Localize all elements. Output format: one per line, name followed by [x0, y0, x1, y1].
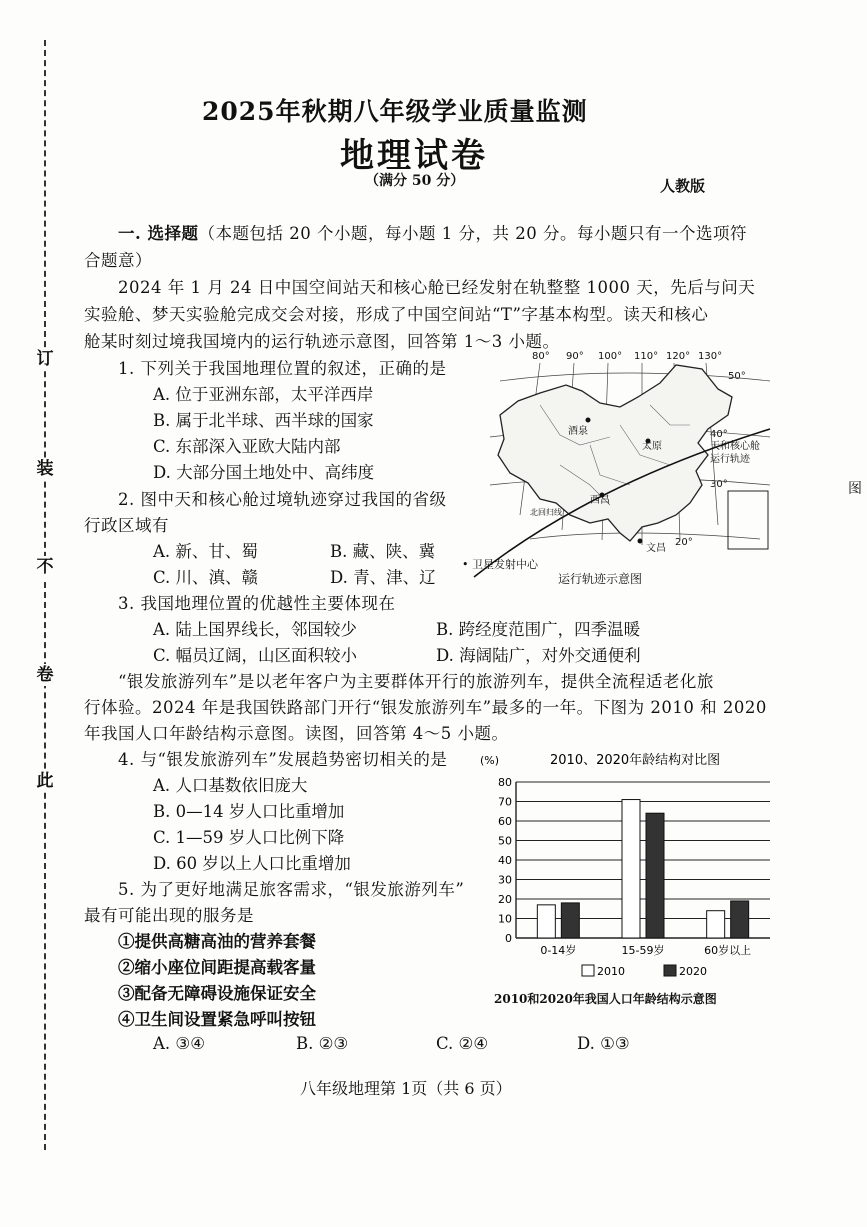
map-lat-label: 40°: [710, 429, 728, 440]
passage2-line: “银发旅游列车”是以老年客户为主要群体开行的旅游列车，提供全流程适老化旅: [118, 672, 714, 691]
map-lon-label: 130°: [698, 351, 723, 362]
chart-bar-2010-2: [707, 911, 725, 938]
q3-option-c[interactable]: C. 幅员辽阔，山区面积较小: [153, 646, 358, 665]
chart-ylabel: (%): [480, 754, 500, 767]
q1-option-c[interactable]: C. 东部深入亚欧大陆内部: [153, 437, 341, 456]
map-lon-label: 120°: [666, 351, 691, 362]
chart-ytick-label: 70: [498, 795, 512, 809]
map-legend: • 卫星发射中心: [462, 558, 538, 571]
section-heading: 一. 选择题: [118, 224, 199, 243]
chart-bar-2020-2: [731, 901, 749, 938]
q2-stem-cont: 行政区域有: [84, 516, 169, 535]
passage1-line: 舱某时刻过境我国境内的运行轨迹示意图，回答第 1～3 小题。: [84, 332, 560, 351]
page-footer: 八年级地理第 1页（共 6 页）: [300, 1079, 512, 1098]
chart-bar-2010-0: [537, 905, 555, 938]
chart-ytick-label: 10: [498, 912, 512, 926]
q5-option-d[interactable]: D. ①③: [577, 1034, 630, 1053]
chart-category-label: 0-14岁: [540, 944, 577, 957]
passage2-line: 年我国人口年龄结构示意图。读图，回答第 4～5 小题。: [84, 724, 509, 743]
q5-option-c[interactable]: C. ②④: [436, 1034, 489, 1053]
q5-stem-cont: 最有可能出现的服务是: [84, 906, 254, 925]
q5-stem: 5. 为了更好地满足旅客需求，“银发旅游列车”: [118, 880, 465, 899]
map-lat-label: 30°: [710, 479, 728, 490]
full-score: （满分 50 分）: [365, 173, 465, 189]
q5-option-a[interactable]: A. ③④: [153, 1034, 205, 1053]
chart-bar-2020-1: [646, 813, 664, 938]
margin-char-juan: 卷: [34, 664, 56, 686]
age-structure-chart: [478, 748, 778, 988]
q2-option-d[interactable]: D. 青、津、辽: [330, 568, 436, 587]
chart-ytick-label: 30: [498, 873, 512, 887]
q3-option-b[interactable]: B. 跨经度范围广，四季温暖: [436, 620, 641, 639]
q5-item: ③配备无障碍设施保证安全: [118, 984, 316, 1003]
q1-stem: 1. 下列关于我国地理位置的叙述，正确的是: [118, 359, 447, 378]
section-instructions-cont: 合题意）: [84, 251, 152, 270]
q4-option-a[interactable]: A. 人口基数依旧庞大: [153, 776, 308, 795]
map-lon-label: 80°: [532, 351, 550, 362]
chart-ytick-label: 0: [505, 932, 512, 945]
q4-option-b[interactable]: B. 0—14 岁人口比重增加: [153, 802, 345, 821]
q3-stem: 3. 我国地理位置的优越性主要体现在: [118, 594, 396, 613]
q2-stem: 2. 图中天和核心舱过境轨迹穿过我国的省级: [118, 490, 447, 509]
map-place-label: 文昌: [646, 543, 666, 554]
map-edge-text: 图: [848, 481, 862, 497]
q5-option-b[interactable]: B. ②③: [296, 1034, 349, 1053]
q3-option-a[interactable]: A. 陆上国界线长，邻国较少: [153, 620, 357, 639]
launch-center-wenchang: [638, 539, 643, 544]
margin-char-ding: 订: [34, 348, 56, 370]
q4-stem: 4. 与“银发旅游列车”发展趋势密切相关的是: [118, 750, 448, 769]
launch-center-jiuquan: [586, 418, 591, 423]
q5-item: ④卫生间设置紧急呼叫按钮: [118, 1010, 316, 1029]
map-place-label: 酒泉: [568, 426, 588, 437]
chart-ytick-label: 50: [498, 834, 512, 848]
map-lat-label: 50°: [728, 371, 746, 382]
map-place-label: 西昌: [590, 495, 610, 506]
chart-bar-2010-1: [622, 800, 640, 938]
map-place-label: 北回归线: [530, 508, 562, 517]
margin-char-bu: 不: [34, 556, 56, 578]
edition-label: 人教版: [660, 177, 706, 195]
passage1-line: 2024 年 1 月 24 日中国空间站天和核心舱已经发射在轨整整 1000 天，先后与问天: [118, 278, 756, 297]
margin-char-zhuang: 装: [34, 458, 56, 480]
margin-char-ci: 此: [34, 770, 56, 792]
q5-item: ①提供高糖高油的营养套餐: [118, 932, 316, 951]
q4-option-d[interactable]: D. 60 岁以上人口比重增加: [153, 854, 351, 873]
map-lat-label: 20°: [675, 537, 693, 548]
map-lon-label: 110°: [634, 351, 659, 362]
chart-category-label: 60岁以上: [704, 944, 752, 957]
track-label: 运行轨迹: [710, 454, 750, 465]
map-lon-label: 90°: [566, 351, 584, 362]
chart-legend-label: 2010: [597, 965, 625, 978]
q2-option-a[interactable]: A. 新、甘、蜀: [153, 542, 258, 561]
map-place-label: 太原: [642, 441, 662, 452]
map-lon-label: 100°: [598, 351, 623, 362]
chart-legend-swatch: [582, 965, 594, 976]
subject-title: 地理试卷: [340, 136, 488, 176]
passage2-line: 行体验。2024 年是我国铁路部门开行“银发旅游列车”最多的一年。下图为 2010 和 2020: [84, 698, 767, 717]
chart-legend-swatch: [664, 965, 676, 976]
q1-option-d[interactable]: D. 大部分国土地处中、高纬度: [153, 463, 375, 482]
orbit-track-map: [470, 345, 782, 585]
chart-ytick-label: 40: [498, 854, 512, 867]
binding-margin-line: [44, 40, 46, 1150]
chart-ytick-label: 60: [498, 815, 512, 828]
q1-option-b[interactable]: B. 属于北半球、西半球的国家: [153, 411, 374, 430]
south-china-sea-inset: [728, 491, 768, 549]
chart-ytick-label: 20: [498, 893, 512, 906]
chart-title: 2010、2020年龄结构对比图: [550, 753, 721, 768]
chart-ytick-label: 80: [498, 776, 512, 789]
chart-caption: 2010和2020年我国人口年龄结构示意图: [494, 992, 717, 1006]
exam-title: 2025年秋期八年级学业质量监测: [202, 97, 588, 126]
q2-option-b[interactable]: B. 藏、陕、冀: [330, 542, 436, 561]
chart-bar-2020-0: [561, 903, 579, 938]
map-caption: 运行轨迹示意图: [558, 572, 643, 586]
q5-item: ②缩小座位间距提高载客量: [118, 958, 316, 977]
passage1-line: 实验舱、梦天实验舱完成交会对接，形成了中国空间站“T”字基本构型。读天和核心: [84, 305, 709, 324]
q1-option-a[interactable]: A. 位于亚洲东部，太平洋西岸: [153, 385, 374, 404]
q2-option-c[interactable]: C. 川、滇、赣: [153, 568, 259, 587]
track-label: 天和核心舱: [710, 441, 760, 452]
chart-legend-label: 2020: [679, 965, 707, 978]
section-instructions: （本题包括 20 个小题，每小题 1 分，共 20 分。每小题只有一个选项符: [198, 224, 747, 243]
q4-option-c[interactable]: C. 1—59 岁人口比例下降: [153, 828, 345, 847]
chart-category-label: 15-59岁: [621, 944, 665, 957]
q3-option-d[interactable]: D. 海阔陆广，对外交通便利: [436, 646, 641, 665]
